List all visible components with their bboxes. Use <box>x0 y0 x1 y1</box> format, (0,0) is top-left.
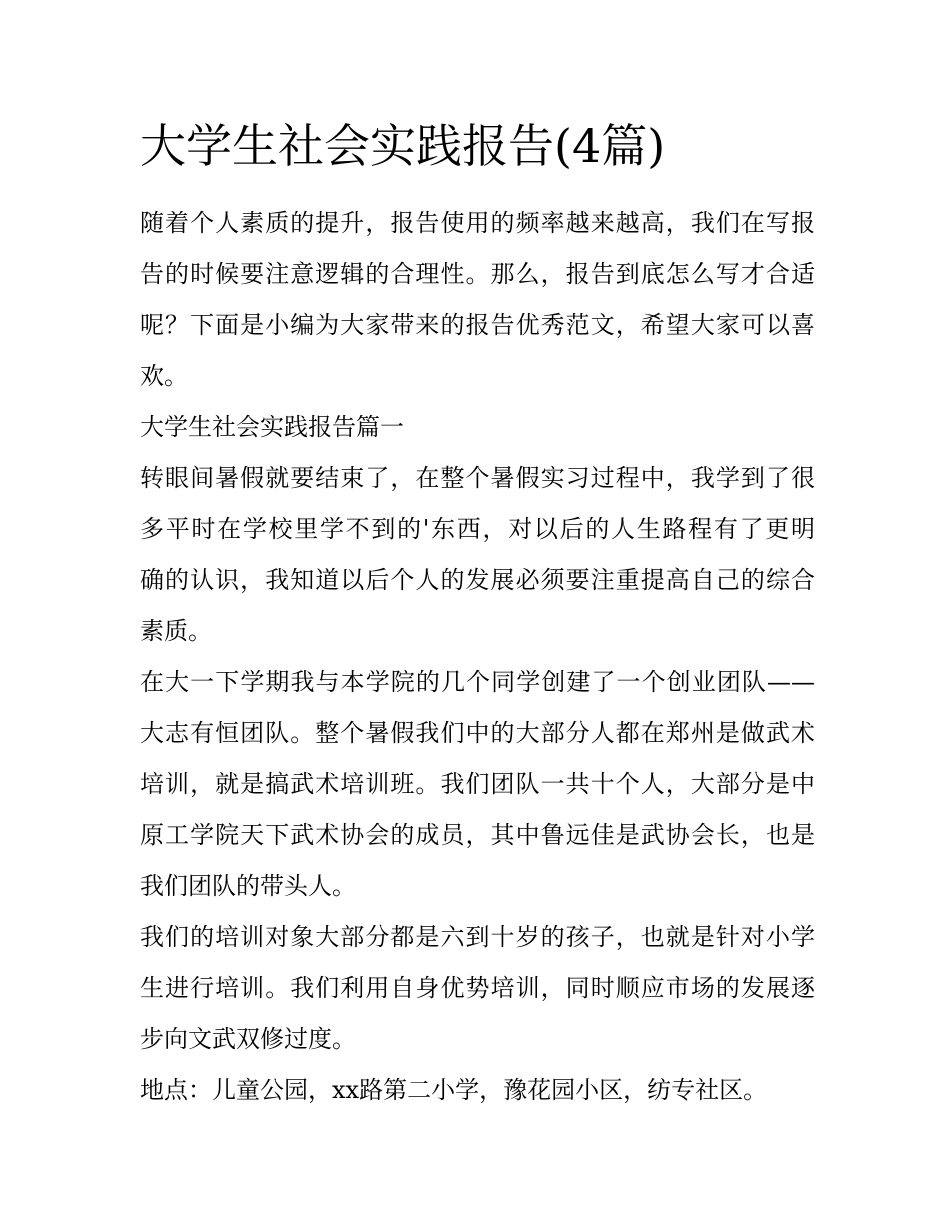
text-line: 素质。 <box>140 617 212 645</box>
text-line: 原工学院天下武术协会的成员，其中鲁远佳是武协会长，也是 <box>140 821 815 849</box>
text-line: 大学生社会实践报告篇一 <box>140 413 404 441</box>
paragraph-team <box>140 657 815 912</box>
text-line: 培训，就是搞武术培训班。我们团队一共十个人，大部分是中 <box>140 770 815 798</box>
text-line: 转眼间暑假就要结束了，在整个暑假实习过程中，我学到了很 <box>140 464 815 492</box>
text-line: 告的时候要注意逻辑的合理性。那么，报告到底怎么写才合适 <box>140 260 815 288</box>
text-line: 欢。 <box>140 362 188 390</box>
text-line: 生进行培训。我们利用自身优势培训，同时顺应市场的发展逐 <box>140 974 815 1002</box>
paragraph-training <box>140 912 815 1065</box>
text-line: 多平时在学校里学不到的'东西，对以后的人生路程有了更明 <box>140 515 815 543</box>
text-line: 呢？下面是小编为大家带来的报告优秀范文，希望大家可以喜 <box>140 311 815 339</box>
paragraph-summer <box>140 453 815 657</box>
section-heading <box>140 402 815 453</box>
text-line: 我们的培训对象大部分都是六到十岁的孩子，也就是针对小学 <box>140 923 815 951</box>
text-line: 我们团队的带头人。 <box>140 872 356 900</box>
text-line: 大志有恒团队。整个暑假我们中的大部分人都在郑州是做武术 <box>140 719 815 747</box>
text-line: 在大一下学期我与本学院的几个同学创建了一个创业团队—— <box>140 668 815 696</box>
paragraph-location <box>140 1065 815 1116</box>
text-line: 步向文武双修过度。 <box>140 1025 356 1053</box>
text-line: 随着个人素质的提升，报告使用的频率越来越高，我们在写报 <box>140 209 815 237</box>
text-line: 地点：儿童公园，xx路第二小学，豫花园小区，纺专社区。 <box>140 1076 768 1104</box>
text-line: 确的认识，我知道以后个人的发展必须要注重提高自己的综合 <box>140 566 815 594</box>
document-body <box>140 198 815 1116</box>
document-title: 大学生社会实践报告(4篇) <box>140 119 666 173</box>
paragraph-intro <box>140 198 815 402</box>
